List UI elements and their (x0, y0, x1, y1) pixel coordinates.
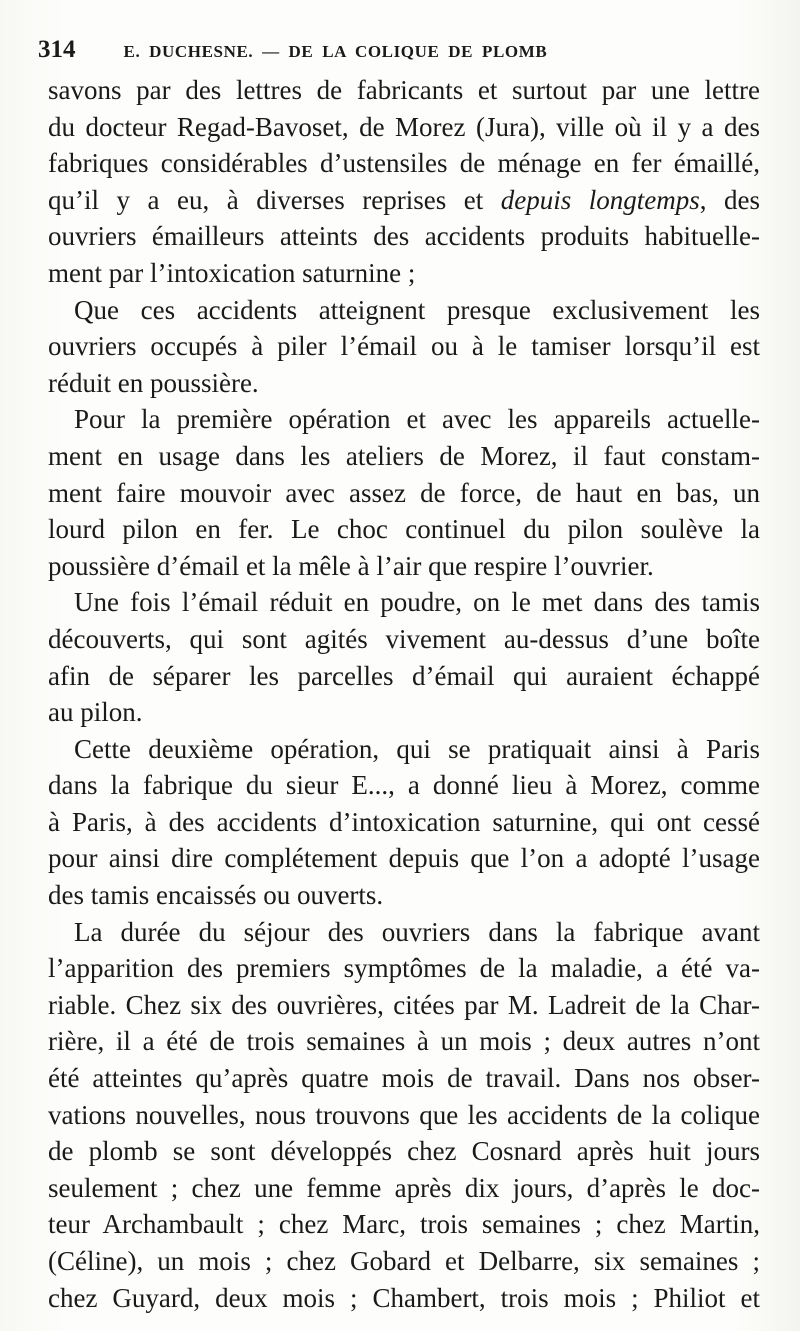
page-number: 314 (38, 36, 76, 63)
text-line: des tamis encaissés ou ouverts. (48, 880, 384, 911)
italic-emphasis: depuis longtemps (500, 184, 700, 215)
text-line: lourd pilon en fer. Le choc continuel du pilon soulève la (48, 514, 760, 545)
text-line: de plomb se sont développés chez Cosnard après huit jours (48, 1136, 760, 1167)
text-line: découverts, qui sont agités vivement au-dessus d’une boîte (48, 623, 760, 654)
paragraph-start-line: Une fois l’émail réduit en poudre, on le met dans des tamis (74, 587, 760, 618)
text-line: ment faire mouvoir avec assez de force, de haut en bas, un (48, 477, 760, 508)
text-line: savons par des lettres de fabricants et surtout par une lettre (48, 75, 760, 105)
text-segment: qu’il y a eu, à diverses reprises et (48, 184, 501, 215)
text-line: ouvriers occupés à piler l’émail ou à le tamiser lorsqu’il est (48, 331, 760, 362)
paragraph-start-line: Pour la première opération et avec les appareils actuelle- (74, 404, 760, 435)
page-header (38, 36, 758, 70)
text-line: teur Archambault ; chez Marc, trois semaines ; chez Martin, (48, 1209, 760, 1240)
text-line: afin de séparer les parcelles d’émail qui auraient échappé (48, 660, 760, 691)
text-line: pour ainsi dire complétement depuis que l’on a adopté l’usage (48, 843, 760, 874)
text-line: à Paris, à des accidents d’intoxication saturnine, qui ont cessé (48, 806, 760, 837)
text-segment: , des (699, 184, 760, 215)
text-line: ment par l’intoxication saturnine ; (48, 257, 416, 288)
text-line: (Céline), un mois ; chez Gobard et Delbarre, six semaines ; (48, 1246, 760, 1276)
running-head: E. DUCHESNE. — DE LA COLIQUE DE PLOMB (123, 42, 548, 61)
paragraph-start-line: Que ces accidents atteignent presque exclusivement les (74, 294, 760, 325)
text-line: seulement ; chez une femme après dix jours, d’après le doc- (48, 1172, 760, 1203)
text-line: du docteur Regad-Bavoset, de Morez (Jura), ville où il y a des (48, 111, 760, 142)
text-line: rière, il a été de trois semaines à un mois ; deux autres n’ont (48, 1026, 760, 1057)
body-text (48, 72, 760, 1316)
text-line: ouvriers émailleurs atteints des accidents produits habituelle- (48, 221, 760, 252)
text-line (48, 182, 760, 219)
paragraph-start-line: La durée du séjour des ouvriers dans la fabrique avant (74, 916, 760, 947)
text-line: chez Guyard, deux mois ; Chambert, trois mois ; Philiot et (48, 1282, 760, 1313)
text-line: riable. Chez six des ouvrières, citées par M. Ladreit de la Char- (48, 989, 760, 1020)
text-line: l’apparition des premiers symptômes de la maladie, a été va- (48, 953, 760, 984)
text-line: fabriques considérables d’ustensiles de ménage en fer émaillé, (48, 148, 760, 179)
text-line: été atteintes qu’après quatre mois de travail. Dans nos obser- (48, 1063, 760, 1094)
text-line: vations nouvelles, nous trouvons que les accidents de la colique (48, 1099, 760, 1130)
text-line: poussière d’émail et la mêle à l’air que respire l’ouvrier. (48, 550, 654, 581)
text-line: dans la fabrique du sieur E..., a donné lieu à Morez, comme (48, 770, 760, 801)
paragraph-start-line: Cette deuxième opération, qui se pratiquait ainsi à Paris (74, 733, 760, 764)
text-line: ment en usage dans les ateliers de Morez, il faut constam- (48, 440, 760, 471)
text-line: au pilon. (48, 697, 143, 728)
text-line: réduit en poussière. (48, 367, 259, 398)
